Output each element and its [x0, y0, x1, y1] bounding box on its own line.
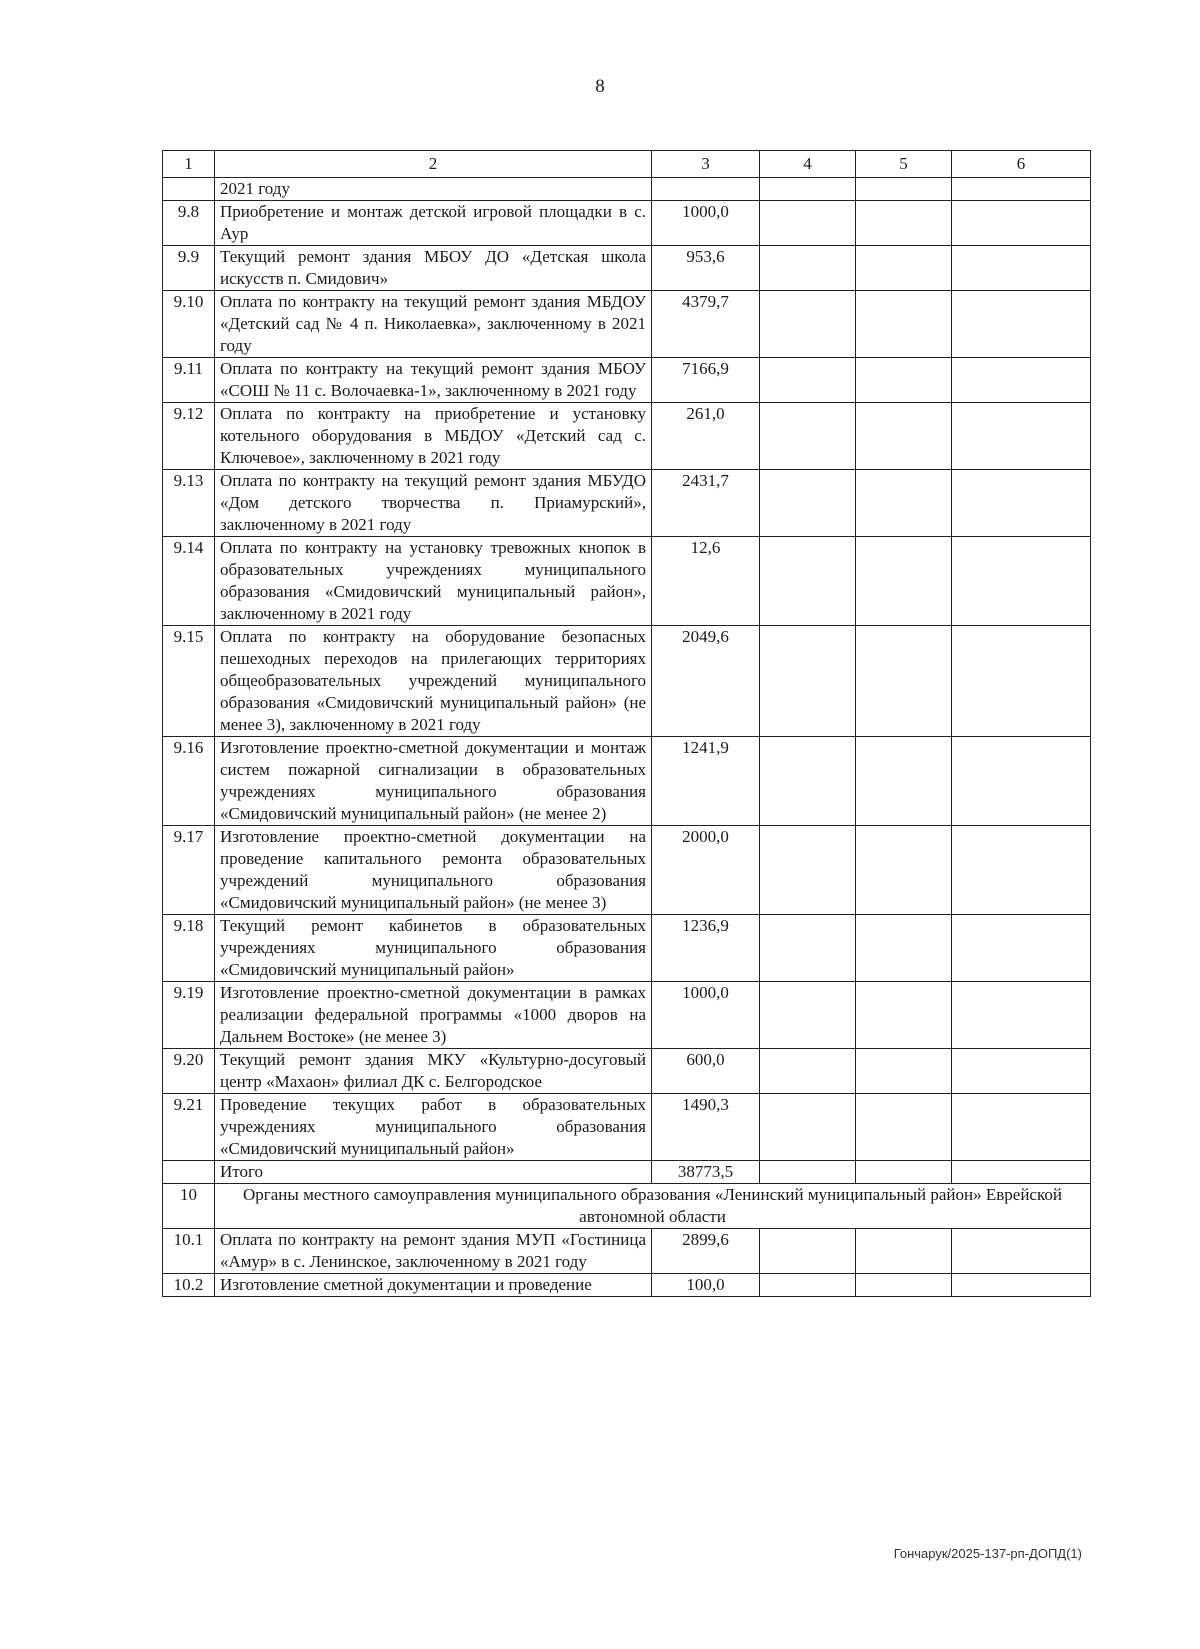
row-amount [652, 178, 760, 201]
empty-cell [760, 826, 856, 915]
empty-cell [952, 915, 1091, 982]
empty-cell [760, 470, 856, 537]
header-cell: 6 [952, 151, 1091, 178]
row-number: 9.13 [163, 470, 215, 537]
row-number: 9.11 [163, 358, 215, 403]
empty-cell [952, 537, 1091, 626]
table-row [163, 403, 1091, 470]
empty-cell [856, 403, 952, 470]
empty-cell [952, 403, 1091, 470]
row-number: 9.20 [163, 1049, 215, 1094]
row-number: 9.15 [163, 626, 215, 737]
table-row [163, 1049, 1091, 1094]
row-amount: 2000,0 [652, 826, 760, 915]
row-description: Проведение текущих работ в образовательных учреждениях муниципального образования «Смидовичский муниципальный район» [215, 1094, 652, 1161]
empty-cell [760, 1094, 856, 1161]
empty-cell [760, 178, 856, 201]
row-amount: 2049,6 [652, 626, 760, 737]
row-number: 9.18 [163, 915, 215, 982]
table-row [163, 1229, 1091, 1274]
row-number [163, 1161, 215, 1184]
empty-cell [952, 470, 1091, 537]
empty-cell [856, 826, 952, 915]
empty-cell [952, 246, 1091, 291]
table-row [163, 1094, 1091, 1161]
row-description: Оплата по контракту на текущий ремонт здания МБУДО «Дом детского творчества п. Приамурский», заключенному в 2021 году [215, 470, 652, 537]
table-header-row [163, 151, 1091, 178]
row-number: 10 [163, 1184, 215, 1229]
table-row [163, 826, 1091, 915]
header-cell: 5 [856, 151, 952, 178]
row-description: Итого [215, 1161, 652, 1184]
table-row [163, 358, 1091, 403]
header-cell: 2 [215, 151, 652, 178]
empty-cell [952, 291, 1091, 358]
empty-cell [952, 1094, 1091, 1161]
row-description: 2021 году [215, 178, 652, 201]
header-cell: 3 [652, 151, 760, 178]
empty-cell [856, 1274, 952, 1297]
row-description: Оплата по контракту на текущий ремонт здания МБОУ «СОШ № 11 с. Волочаевка-1», заключенному в 2021 году [215, 358, 652, 403]
empty-cell [856, 915, 952, 982]
table-row [163, 737, 1091, 826]
table-row [163, 201, 1091, 246]
empty-cell [760, 1229, 856, 1274]
empty-cell [952, 737, 1091, 826]
empty-cell [856, 358, 952, 403]
row-number: 9.10 [163, 291, 215, 358]
empty-cell [760, 1274, 856, 1297]
table-row [163, 178, 1091, 201]
empty-cell [952, 358, 1091, 403]
row-amount: 7166,9 [652, 358, 760, 403]
empty-cell [760, 626, 856, 737]
budget-table [162, 150, 1091, 1297]
row-number: 9.19 [163, 982, 215, 1049]
row-amount: 2431,7 [652, 470, 760, 537]
empty-cell [856, 201, 952, 246]
row-number [163, 178, 215, 201]
row-amount: 2899,6 [652, 1229, 760, 1274]
row-amount: 38773,5 [652, 1161, 760, 1184]
table-row [163, 1274, 1091, 1297]
empty-cell [856, 470, 952, 537]
row-amount: 12,6 [652, 537, 760, 626]
row-description: Изготовление проектно-сметной документации и монтаж систем пожарной сигнализации в образовательных учреждениях муниципального образования «Смидовичский муниципальный район» (не менее 2) [215, 737, 652, 826]
section-row [163, 1184, 1091, 1229]
page-number: 8 [595, 76, 605, 97]
row-description: Оплата по контракту на оборудование безопасных пешеходных переходов на прилегающих территориях общеобразовательных учреждений муниципального образования «Смидовичский муниципальный район» (не менее 3), заключенному в 2021 году [215, 626, 652, 737]
empty-cell [856, 178, 952, 201]
header-cell: 1 [163, 151, 215, 178]
row-description: Оплата по контракту на ремонт здания МУП «Гостиница «Амур» в с. Ленинское, заключенному в 2021 году [215, 1229, 652, 1274]
row-number: 10.2 [163, 1274, 215, 1297]
row-number: 9.16 [163, 737, 215, 826]
empty-cell [760, 1161, 856, 1184]
table-row [163, 246, 1091, 291]
row-amount: 1241,9 [652, 737, 760, 826]
table-row [163, 470, 1091, 537]
row-description: Оплата по контракту на установку тревожных кнопок в образовательных учреждениях муниципального образования «Смидовичский муниципальный район», заключенному в 2021 году [215, 537, 652, 626]
table-row [163, 291, 1091, 358]
empty-cell [856, 291, 952, 358]
table-row [163, 982, 1091, 1049]
row-amount: 1236,9 [652, 915, 760, 982]
header-cell: 4 [760, 151, 856, 178]
empty-cell [856, 537, 952, 626]
row-number: 9.8 [163, 201, 215, 246]
empty-cell [760, 291, 856, 358]
row-amount: 1000,0 [652, 982, 760, 1049]
row-number: 9.12 [163, 403, 215, 470]
row-description: Текущий ремонт здания МКУ «Культурно-досуговый центр «Махаон» филиал ДК с. Белгородское [215, 1049, 652, 1094]
empty-cell [952, 982, 1091, 1049]
row-number: 9.14 [163, 537, 215, 626]
empty-cell [760, 358, 856, 403]
empty-cell [952, 626, 1091, 737]
row-amount: 261,0 [652, 403, 760, 470]
empty-cell [760, 1049, 856, 1094]
empty-cell [856, 246, 952, 291]
empty-cell [952, 178, 1091, 201]
row-description: Приобретение и монтаж детской игровой площадки в с. Аур [215, 201, 652, 246]
row-number: 9.9 [163, 246, 215, 291]
row-description: Изготовление проектно-сметной документации на проведение капитального ремонта образовательных учреждений муниципального образования «Смидовичский муниципальный район» (не менее 3) [215, 826, 652, 915]
empty-cell [856, 626, 952, 737]
row-amount: 600,0 [652, 1049, 760, 1094]
empty-cell [952, 1161, 1091, 1184]
empty-cell [760, 537, 856, 626]
empty-cell [760, 737, 856, 826]
empty-cell [952, 201, 1091, 246]
empty-cell [952, 826, 1091, 915]
empty-cell [760, 403, 856, 470]
row-description: Изготовление сметной документации и проведение [215, 1274, 652, 1297]
row-number: 9.21 [163, 1094, 215, 1161]
row-amount: 1000,0 [652, 201, 760, 246]
empty-cell [760, 201, 856, 246]
row-description: Текущий ремонт кабинетов в образовательных учреждениях муниципального образования «Смидовичский муниципальный район» [215, 915, 652, 982]
empty-cell [952, 1229, 1091, 1274]
row-amount: 100,0 [652, 1274, 760, 1297]
empty-cell [760, 982, 856, 1049]
empty-cell [856, 1094, 952, 1161]
row-description: Изготовление проектно-сметной документации в рамках реализации федеральной программы «1000 дворов на Дальнем Востоке» (не менее 3) [215, 982, 652, 1049]
row-amount: 4379,7 [652, 291, 760, 358]
table-row [163, 626, 1091, 737]
row-description: Текущий ремонт здания МБОУ ДО «Детская школа искусств п. Смидович» [215, 246, 652, 291]
empty-cell [760, 915, 856, 982]
empty-cell [856, 1049, 952, 1094]
empty-cell [856, 737, 952, 826]
empty-cell [760, 246, 856, 291]
empty-cell [856, 1229, 952, 1274]
table-row [163, 915, 1091, 982]
row-number: 9.17 [163, 826, 215, 915]
document-reference: Гончарук/2025-137-рп-ДОПД(1) [893, 1546, 1082, 1561]
empty-cell [952, 1274, 1091, 1297]
row-amount: 1490,3 [652, 1094, 760, 1161]
empty-cell [856, 982, 952, 1049]
row-amount: 953,6 [652, 246, 760, 291]
row-number: 10.1 [163, 1229, 215, 1274]
empty-cell [856, 1161, 952, 1184]
empty-cell [952, 1049, 1091, 1094]
section-title: Органы местного самоуправления муниципального образования «Ленинский муниципальный район» Еврейской автономной области [215, 1184, 1091, 1229]
table-row [163, 537, 1091, 626]
table-row [163, 1161, 1091, 1184]
row-description: Оплата по контракту на приобретение и установку котельного оборудования в МБДОУ «Детский сад с. Ключевое», заключенному в 2021 году [215, 403, 652, 470]
row-description: Оплата по контракту на текущий ремонт здания МБДОУ «Детский сад № 4 п. Николаевка», заключенному в 2021 году [215, 291, 652, 358]
